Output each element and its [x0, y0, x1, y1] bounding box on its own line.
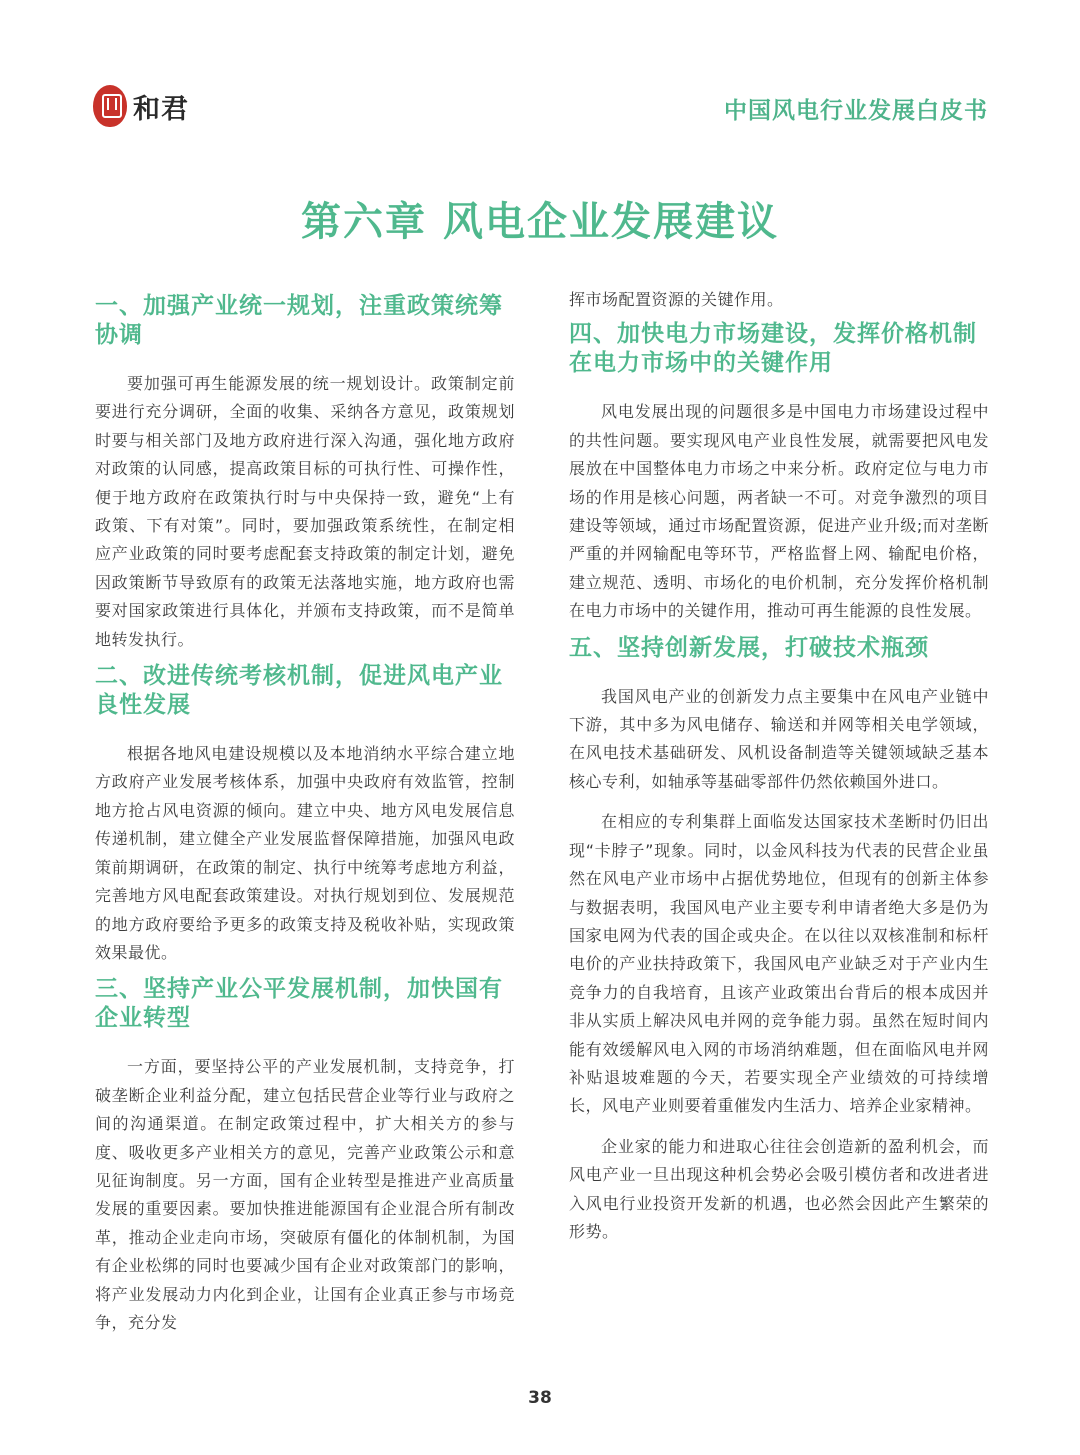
- report-title: 中国风电行业发展白皮书: [724, 98, 988, 124]
- section-3-paragraph: 一方面，要坚持公平的产业发展机制，支持竞争，打破垄断企业利益分配，建立包括民营企业等行业与政府之间的沟通渠道。在制定政策过程中，扩大相关方的参与度、吸收更多产业相关方的意见，完善产业政策公示和意见征询制度。另一方面，国有企业转型是推进产业高质量发展的重要因素。要加快推进能源国有企业混合所有制改革，推动企业走向市场，突破原有僵化的体制机制，为国有企业松绑的同时也要减少国有企业对政策部门的影响，将产业发展动力内化到企业，让国有企业真正参与市场竞争，充分发: [95, 1057, 515, 1332]
- section-5-paragraph-2: 在相应的专利集群上面临发达国家技术垄断时仍旧出现“卡脖子”现象。同时，以金风科技为代表的民营企业虽然在风电产业市场中占据优势地位，但现有的创新主体参与数据表明，我国风电产业主要专利申请者绝大多是仍为国家电网为代表的国企或央企。在以往以双核准制和标杆电价的产业扶持政策下，我国风电产业缺乏对于产业内生竞争力的自我培育，且该产业政策出台背后的根本成因并非从实质上解决风电并网的竞争能力弱。虽然在短时间内能有效缓解风电入网的市场消纳难题，但在面临风电并网补贴退坡难题的今天，若要实现全产业绩效的可持续增长，风电产业则要着重催发内生活力、培养企业家精神。: [569, 812, 989, 1116]
- left-column: [95, 286, 515, 1337]
- logo-text: 和君: [133, 93, 189, 125]
- section-2-paragraph: 根据各地风电建设规模以及本地消纳水平综合建立地方政府产业发展考核体系，加强中央政府有效监管，控制地方抢占风电资源的倾向。建立中央、地方风电发展信息传递机制，建立健全产业发展监督保障措施，加强风电政策前期调研，在政策的制定、执行中统筹考虑地方利益，完善地方风电配套政策建设。对执行规划到位、发展规范的地方政府要给予更多的政策支持及税收补贴，实现政策效果最优。: [95, 744, 515, 962]
- section-3-continuation: 挥市场配置资源的关键作用。: [569, 290, 784, 309]
- page-header: [0, 0, 1080, 140]
- section-5-paragraph-1: 我国风电产业的创新发力点主要集中在风电产业链中下游，其中多为风电储存、输送和并网等相关电学领域，在风电技术基础研发、风机设备制造等关键领域缺乏基本核心专利，如轴承等基础零部件仍然依赖国外进口。: [569, 686, 989, 791]
- section-1-heading: 一、加强产业统一规划，注重政策统筹协调: [95, 293, 503, 348]
- section-4-heading: 四、加快电力市场建设，发挥价格机制在电力市场中的关键作用: [569, 321, 977, 377]
- section-3-heading: 三、坚持产业公平发展机制，加快国有企业转型: [95, 976, 503, 1032]
- section-4-paragraph: 风电发展出现的问题很多是中国电力市场建设过程中的共性问题。要实现风电产业良性发展，就需要把风电发展放在中国整体电力市场之中来分析。政府定位与电力市场的作用是核心问题，两者缺一不可。对竞争激烈的项目建设等领域，通过市场配置资源，促进产业升级;而对垄断严重的并网输配电等环节，严格监督上网、输配电价格，建立规范、透明、市场化的电价机制，充分发挥价格机制在电力市场中的关键作用，推动可再生能源的良性发展。: [569, 402, 989, 621]
- right-column: [569, 286, 989, 1246]
- seal-icon: [93, 85, 127, 127]
- section-5-heading: 五、坚持创新发展，打破技术瓶颈: [569, 634, 929, 661]
- section-5-paragraph-3: 企业家的能力和进取心往往会创造新的盈利机会，而风电产业一旦出现这种机会势必会吸引模仿者和改进者进入风电行业投资开发新的机遇，也必然会因此产生繁荣的形势。: [569, 1136, 989, 1241]
- section-2-heading: 二、改进传统考核机制，促进风电产业良性发展: [95, 663, 503, 719]
- chapter-title: 第六章 风电企业发展建议: [301, 199, 779, 245]
- section-1-paragraph: 要加强可再生能源发展的统一规划设计。政策制定前要进行充分调研，全面的收集、采纳各方意见，政策规划时要与相关部门及地方政府进行深入沟通，强化地方政府对政策的认同感，提高政策目标的可执行性、可操作性，便于地方政府在政策执行时与中央保持一致，避免“上有政策、下有对策”。同时，要加强政策系统性，在制定相应产业政策的同时要考虑配套支持政策的制定计划，避免因政策断节导致原有的政策无法落地实施，地方政府也需要对国家政策进行具体化，并颁布支持政策，而不是简单地转发执行。: [95, 374, 515, 649]
- page-number: 38: [528, 1388, 552, 1408]
- brand-logo: [93, 84, 189, 128]
